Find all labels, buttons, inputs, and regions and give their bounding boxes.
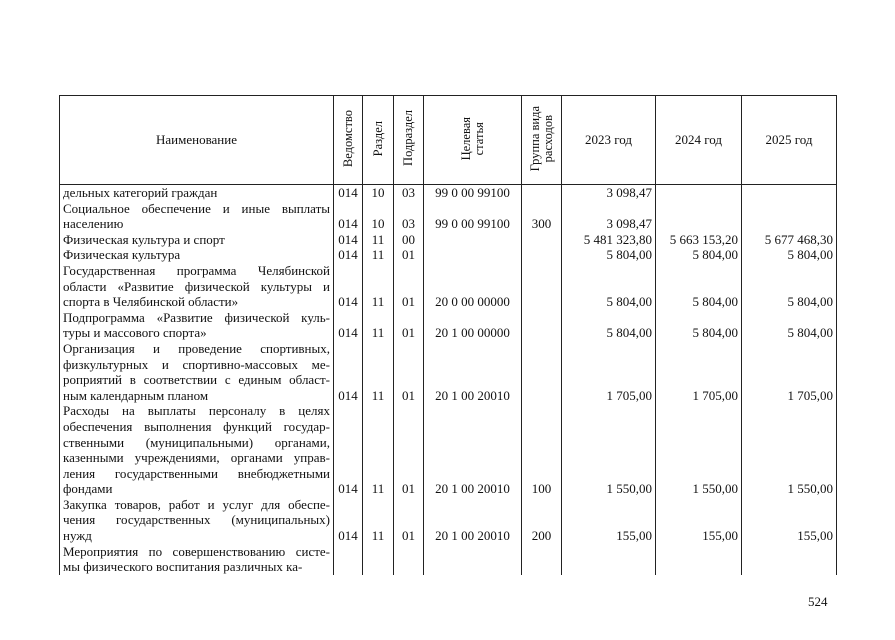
table-row bbox=[60, 403, 837, 497]
expense-group-cell bbox=[522, 341, 562, 403]
amount-2024-cell: 155,00 bbox=[656, 497, 742, 544]
section-code-cell: 11 bbox=[363, 310, 394, 341]
ministry-code-cell: 014 bbox=[334, 310, 363, 341]
row-name-line: роприятий в соответствии с единым област- bbox=[63, 372, 330, 388]
amount-2025-cell: 5 804,00 bbox=[742, 247, 837, 263]
table-row bbox=[60, 232, 837, 248]
table-row bbox=[60, 544, 837, 575]
target-article-cell bbox=[424, 247, 522, 263]
amount-2025-cell: 155,00 bbox=[742, 497, 837, 544]
amount-2025-cell: 5 804,00 bbox=[742, 263, 837, 310]
row-name-cell bbox=[60, 310, 334, 341]
table-row bbox=[60, 185, 837, 201]
row-name-line: Физическая культура bbox=[63, 247, 181, 263]
amount-2024-cell bbox=[656, 185, 742, 201]
expense-group-cell: 200 bbox=[522, 497, 562, 544]
expense-group-cell bbox=[522, 232, 562, 248]
row-name-line: дельных категорий граждан bbox=[63, 185, 218, 200]
amount-2024-cell: 5 804,00 bbox=[656, 247, 742, 263]
table-row bbox=[60, 341, 837, 403]
table-row bbox=[60, 497, 837, 544]
row-name-line: Подпрограмма «Развитие физической куль- bbox=[63, 309, 330, 325]
expense-group-cell bbox=[522, 263, 562, 310]
expense-group-cell bbox=[522, 247, 562, 263]
amount-2025-cell: 5 804,00 bbox=[742, 310, 837, 341]
row-name-line: Государственная программа Челябинской bbox=[63, 262, 330, 278]
section-code-cell: 11 bbox=[363, 403, 394, 497]
section-code-cell: 11 bbox=[363, 497, 394, 544]
expense-group-cell: 300 bbox=[522, 201, 562, 232]
section-code-cell: 11 bbox=[363, 247, 394, 263]
amount-2023-cell: 1 705,00 bbox=[562, 341, 656, 403]
amount-2025-cell: 1 705,00 bbox=[742, 341, 837, 403]
row-name-cell bbox=[60, 403, 334, 497]
section-code-cell: 10 bbox=[363, 185, 394, 201]
amount-2023-cell: 5 481 323,80 bbox=[562, 232, 656, 248]
ministry-code-cell: 014 bbox=[334, 232, 363, 248]
section-code-cell: 11 bbox=[363, 263, 394, 310]
ministry-code-cell: 014 bbox=[334, 341, 363, 403]
row-name-line: Расходы на выплаты персоналу в целях bbox=[63, 403, 330, 419]
subsection-code-cell bbox=[394, 544, 424, 575]
target-article-cell: 20 1 00 20010 bbox=[424, 341, 522, 403]
header-vedomstvo: Ведомство bbox=[334, 96, 363, 185]
budget-table bbox=[59, 95, 837, 575]
row-name-line: области «Развитие физической культуры и bbox=[63, 278, 330, 294]
row-name-line: населению bbox=[63, 216, 124, 232]
ministry-code-cell: 014 bbox=[334, 403, 363, 497]
row-name-line: фондами bbox=[63, 481, 113, 497]
ministry-code-cell: 014 bbox=[334, 263, 363, 310]
ministry-code-cell: 014 bbox=[334, 497, 363, 544]
row-name-line: ственными (муниципальными) органами, bbox=[63, 434, 330, 450]
table-body bbox=[60, 185, 837, 575]
row-name-cell bbox=[60, 232, 334, 248]
expense-group-cell bbox=[522, 544, 562, 575]
section-code-cell: 11 bbox=[363, 232, 394, 248]
amount-2023-cell: 1 550,00 bbox=[562, 403, 656, 497]
expense-group-cell bbox=[522, 310, 562, 341]
ministry-code-cell: 014 bbox=[334, 201, 363, 232]
target-article-cell bbox=[424, 544, 522, 575]
subsection-code-cell: 00 bbox=[394, 232, 424, 248]
amount-2025-cell bbox=[742, 201, 837, 232]
subsection-code-cell: 01 bbox=[394, 310, 424, 341]
amount-2024-cell: 1 705,00 bbox=[656, 341, 742, 403]
amount-2024-cell bbox=[656, 201, 742, 232]
subsection-code-cell: 01 bbox=[394, 497, 424, 544]
row-name-line: Закупка товаров, работ и услуг для обеспе- bbox=[63, 496, 330, 512]
row-name-line: чения государственных (муниципальных) bbox=[63, 512, 330, 528]
amount-2023-cell: 5 804,00 bbox=[562, 310, 656, 341]
ministry-code-cell: 014 bbox=[334, 185, 363, 201]
amount-2024-cell: 5 663 153,20 bbox=[656, 232, 742, 248]
ministry-code-cell: 014 bbox=[334, 247, 363, 263]
expense-group-cell: 100 bbox=[522, 403, 562, 497]
row-name-line: Физическая культура и спорт bbox=[63, 231, 225, 247]
row-name-line: ным календарным планом bbox=[63, 387, 209, 403]
ministry-code-cell bbox=[334, 544, 363, 575]
row-name-line: казенными учреждениями, органами управ- bbox=[63, 450, 330, 466]
header-podrazdel: Подраздел bbox=[394, 96, 424, 185]
row-name-line: обеспечения выполнения функций государ- bbox=[63, 418, 330, 434]
amount-2023-cell: 5 804,00 bbox=[562, 263, 656, 310]
amount-2025-cell: 5 677 468,30 bbox=[742, 232, 837, 248]
amount-2025-cell bbox=[742, 185, 837, 201]
row-name-line: Организация и проведение спортивных, bbox=[63, 340, 330, 356]
amount-2024-cell: 1 550,00 bbox=[656, 403, 742, 497]
row-name-line: туры и массового спорта» bbox=[63, 325, 207, 341]
target-article-cell: 20 1 00 20010 bbox=[424, 403, 522, 497]
row-name-cell bbox=[60, 185, 334, 201]
header-expense-group: Группа вида расходов bbox=[522, 96, 562, 185]
expense-group-cell bbox=[522, 185, 562, 201]
table-row bbox=[60, 247, 837, 263]
amount-2024-cell: 5 804,00 bbox=[656, 310, 742, 341]
subsection-code-cell: 01 bbox=[394, 341, 424, 403]
row-name-line: спорта в Челябинской области» bbox=[63, 294, 239, 310]
row-name-cell bbox=[60, 544, 334, 575]
table-row bbox=[60, 201, 837, 232]
row-name-cell bbox=[60, 247, 334, 263]
subsection-code-cell: 03 bbox=[394, 201, 424, 232]
target-article-cell: 20 1 00 20010 bbox=[424, 497, 522, 544]
row-name-line: физкультурных и спортивно-массовых ме- bbox=[63, 356, 330, 372]
row-name-line: Мероприятия по совершенствованию систе- bbox=[63, 543, 330, 559]
subsection-code-cell: 03 bbox=[394, 185, 424, 201]
target-article-cell: 20 0 00 00000 bbox=[424, 263, 522, 310]
row-name-line: Социальное обеспечение и иные выплаты bbox=[63, 200, 330, 216]
amount-2024-cell bbox=[656, 544, 742, 575]
row-name-line: ления государственными внебюджетными bbox=[63, 465, 330, 481]
subsection-code-cell: 01 bbox=[394, 403, 424, 497]
header-2024: 2024 год bbox=[656, 96, 742, 185]
amount-2023-cell: 155,00 bbox=[562, 497, 656, 544]
amount-2023-cell: 5 804,00 bbox=[562, 247, 656, 263]
subsection-code-cell: 01 bbox=[394, 263, 424, 310]
header-target-article: Целевая статья bbox=[424, 96, 522, 185]
row-name-cell bbox=[60, 497, 334, 544]
row-name-cell bbox=[60, 201, 334, 232]
page-number: 524 bbox=[808, 594, 828, 609]
row-name-cell bbox=[60, 341, 334, 403]
amount-2023-cell bbox=[562, 544, 656, 575]
target-article-cell bbox=[424, 232, 522, 248]
table-row bbox=[60, 310, 837, 341]
section-code-cell: 10 bbox=[363, 201, 394, 232]
header-name: Наименование bbox=[60, 96, 334, 185]
header-razdel: Раздел bbox=[363, 96, 394, 185]
subsection-code-cell: 01 bbox=[394, 247, 424, 263]
header-2023: 2023 год bbox=[562, 96, 656, 185]
target-article-cell: 99 0 00 99100 bbox=[424, 201, 522, 232]
target-article-cell: 20 1 00 00000 bbox=[424, 310, 522, 341]
amount-2023-cell: 3 098,47 bbox=[562, 201, 656, 232]
section-code-cell: 11 bbox=[363, 341, 394, 403]
table-header-row bbox=[60, 96, 837, 185]
amount-2025-cell bbox=[742, 544, 837, 575]
amount-2025-cell: 1 550,00 bbox=[742, 403, 837, 497]
section-code-cell bbox=[363, 544, 394, 575]
header-2025: 2025 год bbox=[742, 96, 837, 185]
amount-2024-cell: 5 804,00 bbox=[656, 263, 742, 310]
target-article-cell: 99 0 00 99100 bbox=[424, 185, 522, 201]
table-row bbox=[60, 263, 837, 310]
row-name-cell bbox=[60, 263, 334, 310]
amount-2023-cell: 3 098,47 bbox=[562, 185, 656, 201]
row-name-line: мы физического воспитания различных ка- bbox=[63, 559, 303, 575]
row-name-line: нужд bbox=[63, 528, 92, 544]
